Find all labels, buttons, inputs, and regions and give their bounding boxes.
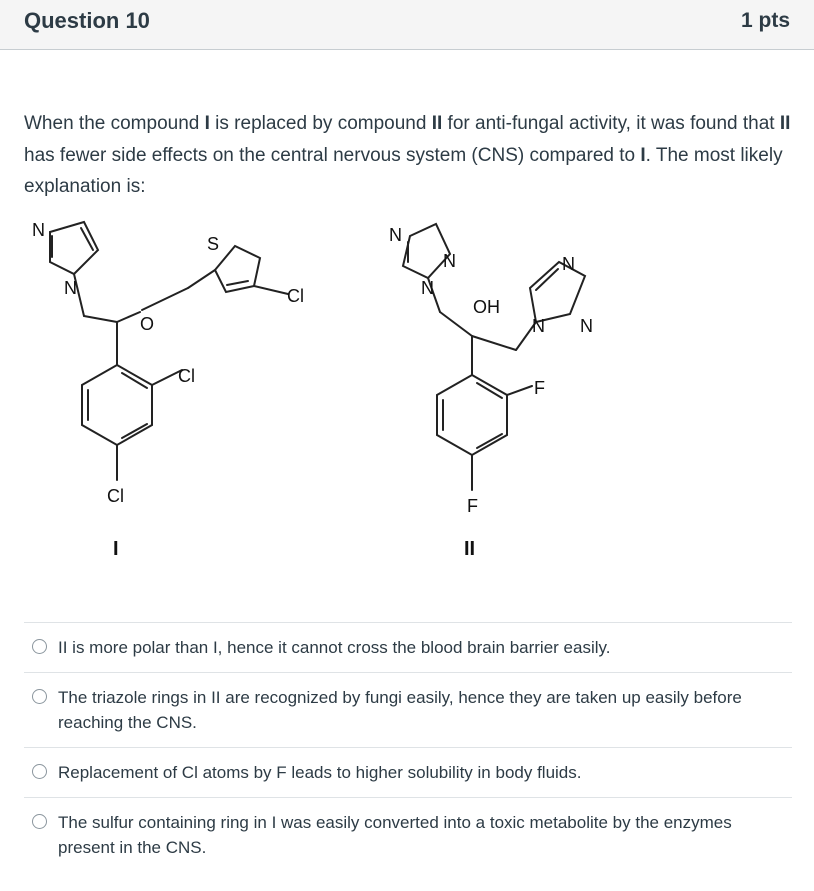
atom-label: N xyxy=(64,278,77,298)
answer-text: The sulfur containing ring in I was easily converted into a toxic metabolite by the enzymes present in the CNS. xyxy=(58,813,732,857)
answer-option[interactable] xyxy=(24,672,792,747)
atom-label: N xyxy=(562,254,575,274)
answer-option[interactable] xyxy=(24,622,792,672)
compound-I-bonds xyxy=(50,222,288,480)
answer-list xyxy=(24,622,792,872)
radio-button[interactable] xyxy=(32,764,47,779)
atom-label: Cl xyxy=(178,366,195,386)
question-text-bold: I xyxy=(204,113,210,134)
atom-label: N xyxy=(532,316,545,336)
answer-option[interactable] xyxy=(24,797,792,872)
radio-button[interactable] xyxy=(32,639,47,654)
chemical-structures-figure xyxy=(22,210,632,580)
question-text-part: has fewer side effects on the central nervous system (CNS) compared to xyxy=(24,144,641,166)
atom-label: Cl xyxy=(287,286,304,306)
atom-label: O xyxy=(140,314,155,334)
radio-button[interactable] xyxy=(32,814,47,829)
atom-label: N xyxy=(443,251,456,271)
question-text xyxy=(24,108,794,203)
atom-label: N xyxy=(421,278,434,298)
compound-I-label: I xyxy=(113,538,119,560)
atom-label: OH xyxy=(473,297,500,317)
question-text-part: . The most likely explanation is: xyxy=(24,144,783,197)
question-text-bold: II xyxy=(431,113,443,134)
question-text-bold: I xyxy=(640,144,646,166)
question-text-bold: II xyxy=(779,113,791,134)
compound-II-label: II xyxy=(464,538,476,560)
answer-text: II is more polar than I, hence it cannot cross the blood brain barrier easily. xyxy=(58,638,611,657)
atom-label: N xyxy=(32,220,45,240)
atom-label: N xyxy=(580,316,593,336)
atom-label: N xyxy=(389,225,402,245)
question-title: Question 10 xyxy=(24,8,150,33)
atom-label: S xyxy=(207,234,220,254)
atom-label: Cl xyxy=(107,486,124,506)
question-header xyxy=(0,0,814,50)
question-text-part: When the compound xyxy=(24,113,205,134)
atom-label: F xyxy=(534,378,545,398)
question-text-part: is replaced by compound xyxy=(209,113,432,134)
answer-option[interactable] xyxy=(24,747,792,797)
question-text-part: for anti-fungal activity, it was found that xyxy=(442,113,780,134)
atom-label: F xyxy=(467,496,478,516)
radio-button[interactable] xyxy=(32,689,47,704)
compound-II-bonds xyxy=(403,224,585,490)
answer-text: Replacement of Cl atoms by F leads to higher solubility in body fluids. xyxy=(58,763,582,782)
answer-text: The triazole rings in II are recognized by fungi easily, hence they are taken up easily before reaching the CNS. xyxy=(58,688,742,732)
question-points: 1 pts xyxy=(740,9,790,32)
